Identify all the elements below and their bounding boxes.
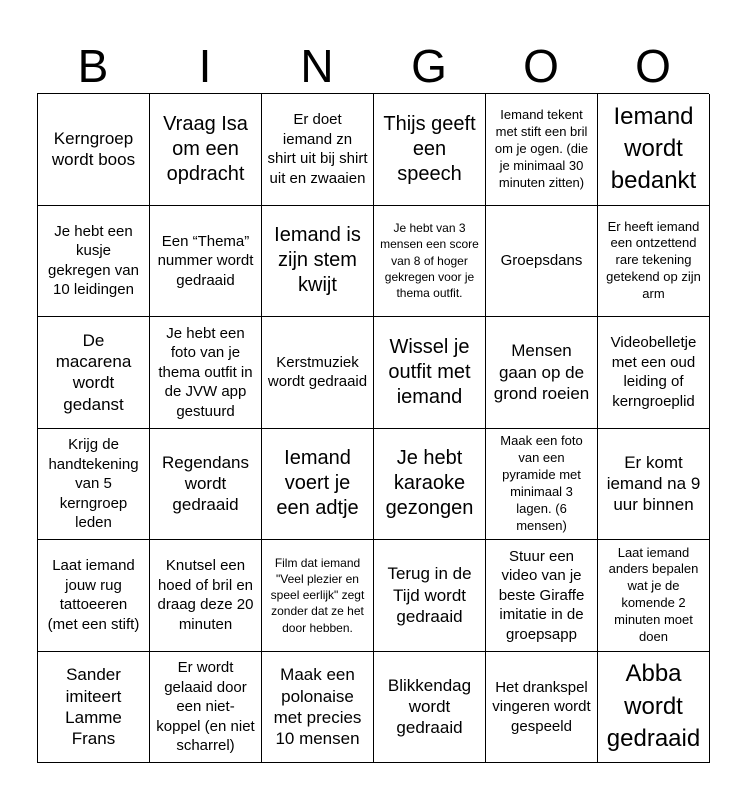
header-letter-o-2: O: [635, 40, 671, 92]
bingo-cell[interactable]: Mensen gaan op de grond roeien: [486, 317, 598, 429]
bingo-cell[interactable]: Groepsdans: [486, 206, 598, 318]
bingo-cell[interactable]: Thijs geeft een speech: [374, 94, 486, 206]
bingo-cell[interactable]: Stuur een video van je beste Giraffe imitatie in de groepsapp: [486, 540, 598, 652]
bingo-cell[interactable]: Kerngroep wordt boos: [38, 94, 150, 206]
bingo-cell[interactable]: Iemand tekent met stift een bril om je ogen. (die je minimaal 30 minuten zitten): [486, 94, 598, 206]
bingo-cell[interactable]: Kerstmuziek wordt gedraaid: [262, 317, 374, 429]
bingo-cell[interactable]: Iemand is zijn stem kwijt: [262, 206, 374, 318]
bingo-cell[interactable]: Wissel je outfit met iemand: [374, 317, 486, 429]
bingo-cell[interactable]: Blikkendag wordt gedraaid: [374, 652, 486, 764]
bingo-grid: [37, 93, 709, 763]
bingo-cell[interactable]: Er heeft iemand een ontzettend rare tekening getekend op zijn arm: [598, 206, 710, 318]
bingo-cell[interactable]: Je hebt van 3 mensen een score van 8 of hoger gekregen voor je thema outfit.: [374, 206, 486, 318]
bingo-cell[interactable]: Krijg de handtekening van 5 kerngroep leden: [38, 429, 150, 541]
bingo-cell[interactable]: Laat iemand anders bepalen wat je de komende 2 minuten moet doen: [598, 540, 710, 652]
bingo-cell[interactable]: Sander imiteert Lamme Frans: [38, 652, 150, 764]
bingo-cell[interactable]: Er doet iemand zn shirt uit bij shirt uit en zwaaien: [262, 94, 374, 206]
header-letter-n: N: [300, 40, 334, 92]
bingo-cell[interactable]: Regendans wordt gedraaid: [150, 429, 262, 541]
bingo-cell[interactable]: Het drankspel vingeren wordt gespeeld: [486, 652, 598, 764]
header-letter-b: B: [77, 40, 109, 92]
bingo-cell[interactable]: Terug in de Tijd wordt gedraaid: [374, 540, 486, 652]
bingo-cell[interactable]: Maak een foto van een pyramide met minimaal 3 lagen. (6 mensen): [486, 429, 598, 541]
bingo-cell[interactable]: Je hebt een foto van je thema outfit in de JVW app gestuurd: [150, 317, 262, 429]
bingo-cell[interactable]: Knutsel een hoed of bril en draag deze 20 minuten: [150, 540, 262, 652]
bingo-cell[interactable]: Een “Thema” nummer wordt gedraaid: [150, 206, 262, 318]
bingo-header: [37, 38, 709, 94]
bingo-cell[interactable]: Abba wordt gedraaid: [598, 652, 710, 764]
bingo-cell[interactable]: Maak een polonaise met precies 10 mensen: [262, 652, 374, 764]
bingo-cell[interactable]: Laat iemand jouw rug tattoeeren (met een stift): [38, 540, 150, 652]
bingo-cell[interactable]: Iemand voert je een adtje: [262, 429, 374, 541]
bingo-cell[interactable]: Er wordt gelaaid door een niet-koppel (en niet scharrel): [150, 652, 262, 764]
header-letter-g: G: [411, 40, 447, 92]
header-letter-i: I: [198, 40, 212, 92]
header-letter-o: O: [523, 40, 559, 92]
bingo-cell[interactable]: Je hebt karaoke gezongen: [374, 429, 486, 541]
bingo-cell[interactable]: Videobelletje met een oud leiding of kerngroeplid: [598, 317, 710, 429]
bingo-cell[interactable]: Je hebt een kusje gekregen van 10 leidingen: [38, 206, 150, 318]
bingo-cell[interactable]: Film dat iemand "Veel plezier en speel eerlijk" zegt zonder dat ze het door hebben.: [262, 540, 374, 652]
bingo-cell[interactable]: De macarena wordt gedanst: [38, 317, 150, 429]
bingo-cell[interactable]: Iemand wordt bedankt: [598, 94, 710, 206]
bingo-cell[interactable]: Vraag Isa om een opdracht: [150, 94, 262, 206]
bingo-cell[interactable]: Er komt iemand na 9 uur binnen: [598, 429, 710, 541]
